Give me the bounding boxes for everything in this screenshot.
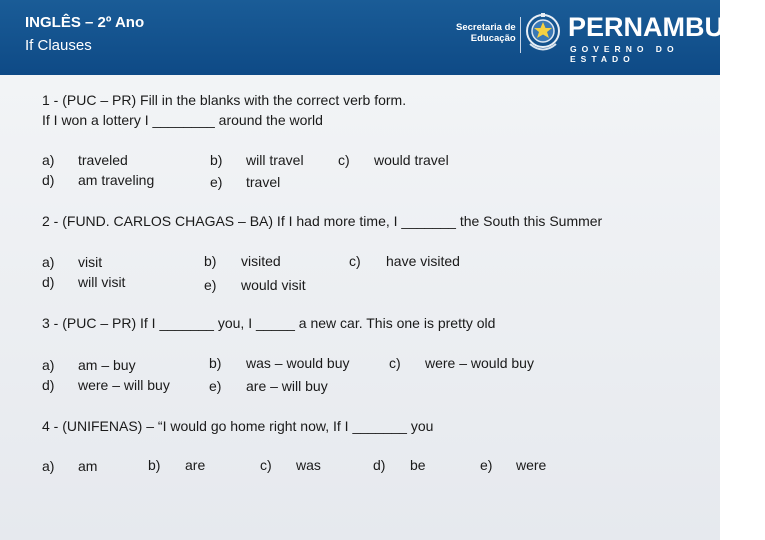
- question-3-title: 3 - (PUC – PR) If I _______ you, I _____ a new car. This one is pretty old: [42, 315, 496, 331]
- q2-option-d-letter: d): [42, 274, 55, 290]
- header-divider: [520, 17, 521, 53]
- q3-option-b-text: was – would buy: [246, 355, 350, 371]
- secretaria-line-2: Educação: [470, 33, 516, 44]
- q1-option-c-letter: c): [338, 152, 350, 168]
- topic-title: If Clauses: [25, 37, 92, 54]
- q1-option-a-text: traveled: [78, 152, 128, 168]
- q4-option-b-text: are: [185, 457, 206, 473]
- q4-option-e-letter: e): [480, 457, 493, 473]
- q1-option-e-text: travel: [246, 174, 281, 190]
- q4-option-d-letter: d): [373, 457, 386, 473]
- q2-option-e-letter: e): [204, 277, 217, 293]
- question-1-stem: If I won a lottery I ________ around the world: [42, 112, 323, 128]
- q3-option-d-letter: d): [42, 377, 55, 393]
- q4-option-a-letter: a): [42, 458, 55, 474]
- q3-option-a-letter: a): [42, 357, 55, 373]
- q2-option-a-text: visit: [78, 254, 103, 270]
- q4-option-b-letter: b): [148, 457, 161, 473]
- state-subtitle: GOVERNO DO ESTADO: [570, 44, 679, 64]
- q2-option-d-text: will visit: [78, 274, 126, 290]
- q2-option-b-text: visited: [241, 253, 281, 269]
- q4-option-e-text: were: [516, 457, 547, 473]
- q2-option-b-letter: b): [204, 253, 217, 269]
- q4-option-d-text: be: [410, 457, 426, 473]
- content-area: [0, 75, 720, 540]
- header-banner: [0, 0, 765, 75]
- q3-option-b-letter: b): [209, 355, 222, 371]
- subject-title: INGLÊS – 2º Ano: [25, 14, 145, 31]
- q2-option-a-letter: a): [42, 254, 55, 270]
- q1-option-c-text: would travel: [374, 152, 449, 168]
- q3-option-e-letter: e): [209, 378, 222, 394]
- q1-option-d-text: am traveling: [78, 172, 155, 188]
- q4-option-c-letter: c): [260, 457, 272, 473]
- q3-option-e-text: are – will buy: [246, 378, 328, 394]
- q1-option-e-letter: e): [210, 174, 223, 190]
- q3-option-d-text: were – will buy: [78, 377, 170, 393]
- q3-option-c-text: were – would buy: [425, 355, 534, 371]
- q2-option-c-letter: c): [349, 253, 361, 269]
- state-name: PERNAMBUCO: [568, 12, 765, 42]
- q2-option-c-text: have visited: [386, 253, 460, 269]
- q1-option-b-letter: b): [210, 152, 223, 168]
- q1-option-a-letter: a): [42, 152, 55, 168]
- question-1-title: 1 - (PUC – PR) Fill in the blanks with the correct verb form.: [42, 92, 407, 108]
- q4-option-a-text: am: [78, 458, 98, 474]
- q1-option-d-letter: d): [42, 172, 55, 188]
- q4-option-c-text: was: [296, 457, 321, 473]
- q1-option-b-text: will travel: [246, 152, 304, 168]
- secretaria-line-1: Secretaria de: [456, 22, 516, 33]
- state-seal-icon: [524, 11, 562, 57]
- q3-option-c-letter: c): [389, 355, 401, 371]
- q3-option-a-text: am – buy: [78, 357, 136, 373]
- secretaria-label: [456, 22, 516, 44]
- q2-option-e-text: would visit: [241, 277, 306, 293]
- question-4-title: 4 - (UNIFENAS) – “I would go home right now, If I _______ you: [42, 418, 434, 434]
- question-2-title: 2 - (FUND. CARLOS CHAGAS – BA) If I had more time, I _______ the South this Summer: [42, 213, 603, 229]
